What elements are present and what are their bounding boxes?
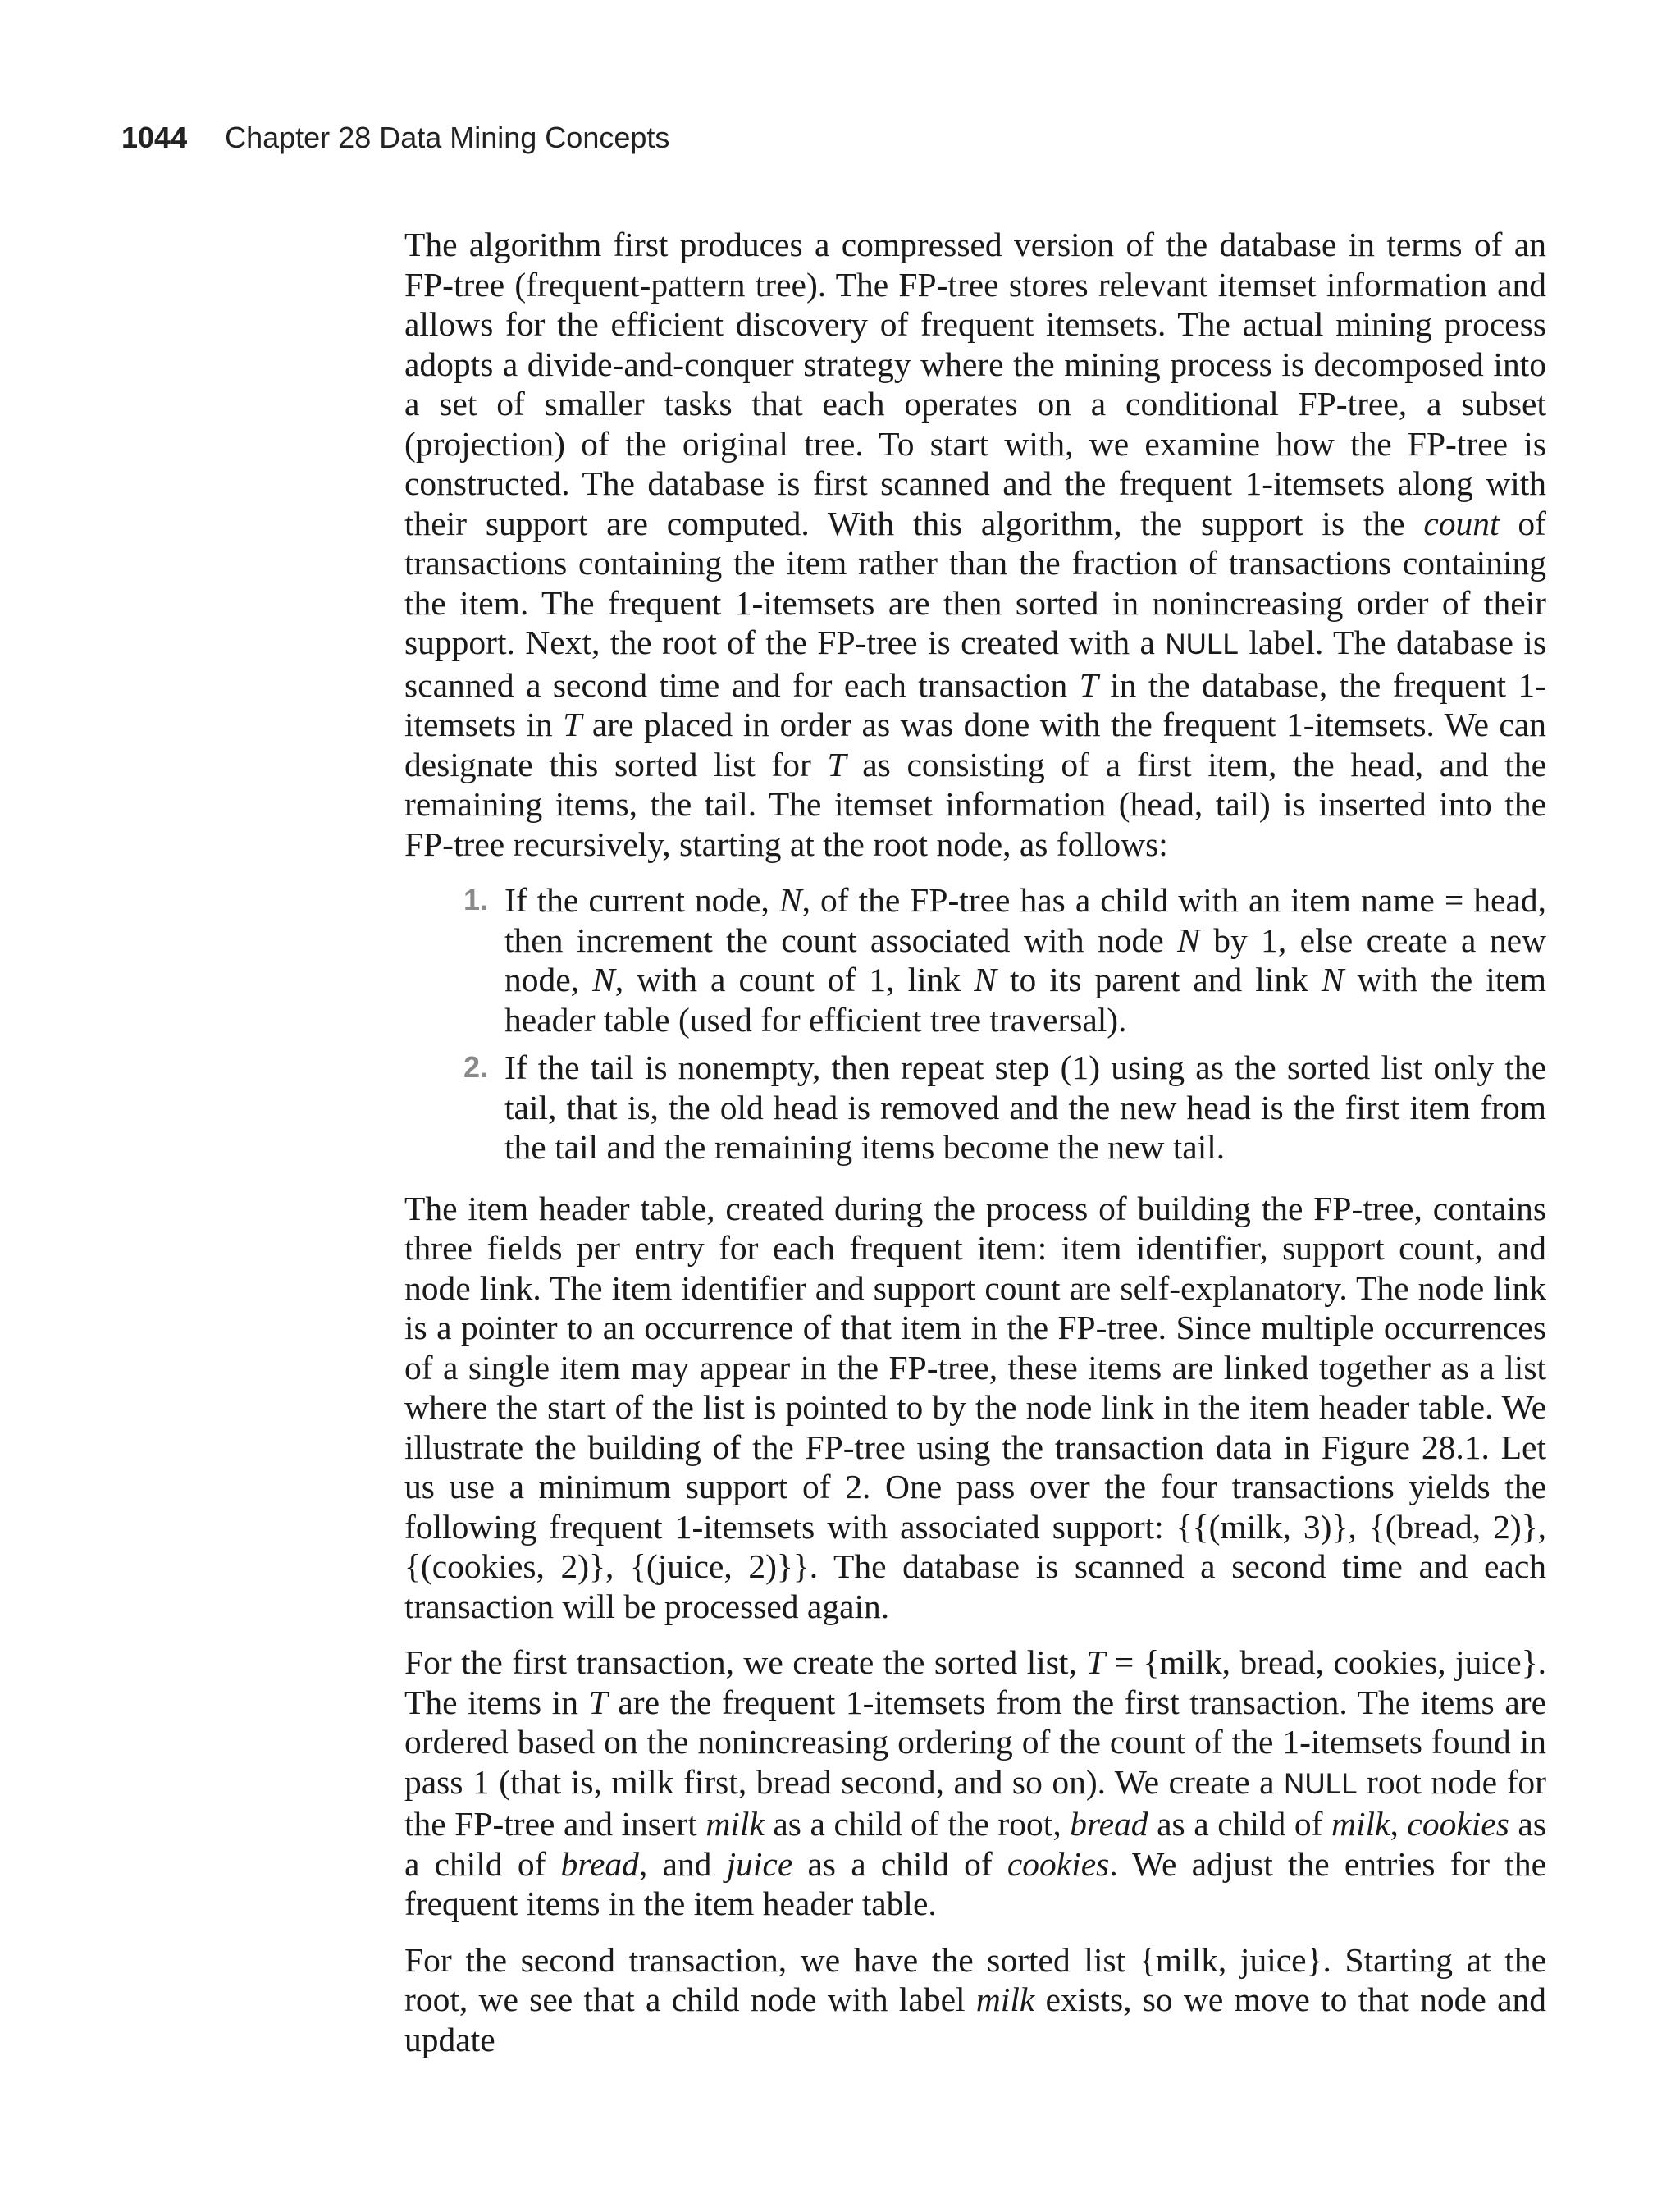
insertion-steps-list (404, 880, 1546, 1167)
paragraph-second-transaction: For the second transaction, we have the sorted list {milk, juice}. Starting at the root, we see that a child node with label milk exists, so we move to that node and update (404, 1940, 1546, 2058)
paragraph-item-header-table: The item header table, created during the process of building the FP-tree, contains three fields per entry for each frequent item: item identifier, support count, and node link. The item identifier and support count are self-explanatory. The node link is a pointer to an occurrence of that item in the FP-tree. Since multiple occurrences of a single item may appear in the FP-tree, these items are linked together as a list where the start of the list is pointed to by the node link in the item header table. We illustrate the building of the FP-tree using the transaction data in Figure 28.1. Let us use a minimum support of 2. One pass over the four transactions yields the following frequent 1-itemsets with associated support: {{(milk, 3)}, {(bread, 2)}, {(cookies, 2)}, {(juice, 2)}}. The database is scanned a second time and each transaction will be processed again. (404, 1189, 1546, 1625)
chapter-title: Chapter 28 Data Mining Concepts (225, 121, 670, 154)
paragraph-fp-tree-intro: The algorithm first produces a compressed version of the database in terms of an FP-tree (frequent-pattern tree). The FP-tree stores relevant itemset information and allows for the efficient discovery of frequent itemsets. The actual mining process adopts a divide-and-conquer strategy where the mining process is decomposed into a set of smaller tasks that each operates on a conditional FP-tree, a subset (projection) of the original tree. To start with, we examine how the FP-tree is constructed. The database is first scanned and the frequent 1-itemsets along with their support are computed. With this algorithm, the support is the count of transactions containing the item rather than the fraction of transactions containing the item. The frequent 1-itemsets are then sorted in nonincreasing order of their support. Next, the root of the FP-tree is created with a NULL label. The database is scanned a second time and for each transaction T in the database, the frequent 1-itemsets in T are placed in order as was done with the frequent 1-itemsets. We can designate this sorted list for T as consisting of a first item, the head, and the remaining items, the tail. The itemset information (head, tail) is inserted into the FP-tree recursively, starting at the root node, as follows: (404, 226, 1547, 863)
paragraph-first-transaction: For the first transaction, we create the sorted list, T = {milk, bread, cookies, juice}. The items in T are the frequent 1-itemsets from the first transaction. The items are ordered based on the nonincreasing ordering of the count of the 1-itemsets found in pass 1 (that is, milk first, bread second, and so on). We create a NULL root node for the FP-tree and insert milk as a child of the root, bread as a child of milk, cookies as a child of bread, and juice as a child of cookies. We adjust the entries for the frequent items in the item header table. (404, 1643, 1547, 1922)
list-item-step-1: 1. If the current node, N, of the FP-tree has a child with an item name = head, then increment the count associated with node N by 1, else create a new node, N, with a count of 1, link N to its parent and link N with the item header table (used for efficient tree traversal). (463, 881, 1546, 1039)
page-number: 1044 (121, 121, 188, 154)
step-number: 1. (463, 883, 489, 916)
list-item-step-2: 2. If the tail is nonempty, then repeat step (1) using as the sorted list only the tail, that is, the old head is removed and the new head is the first item from the tail and the remaining items become the new tail. (463, 1048, 1546, 1166)
body-text (404, 225, 1546, 2076)
running-head (121, 113, 669, 162)
step-number: 2. (463, 1050, 489, 1084)
